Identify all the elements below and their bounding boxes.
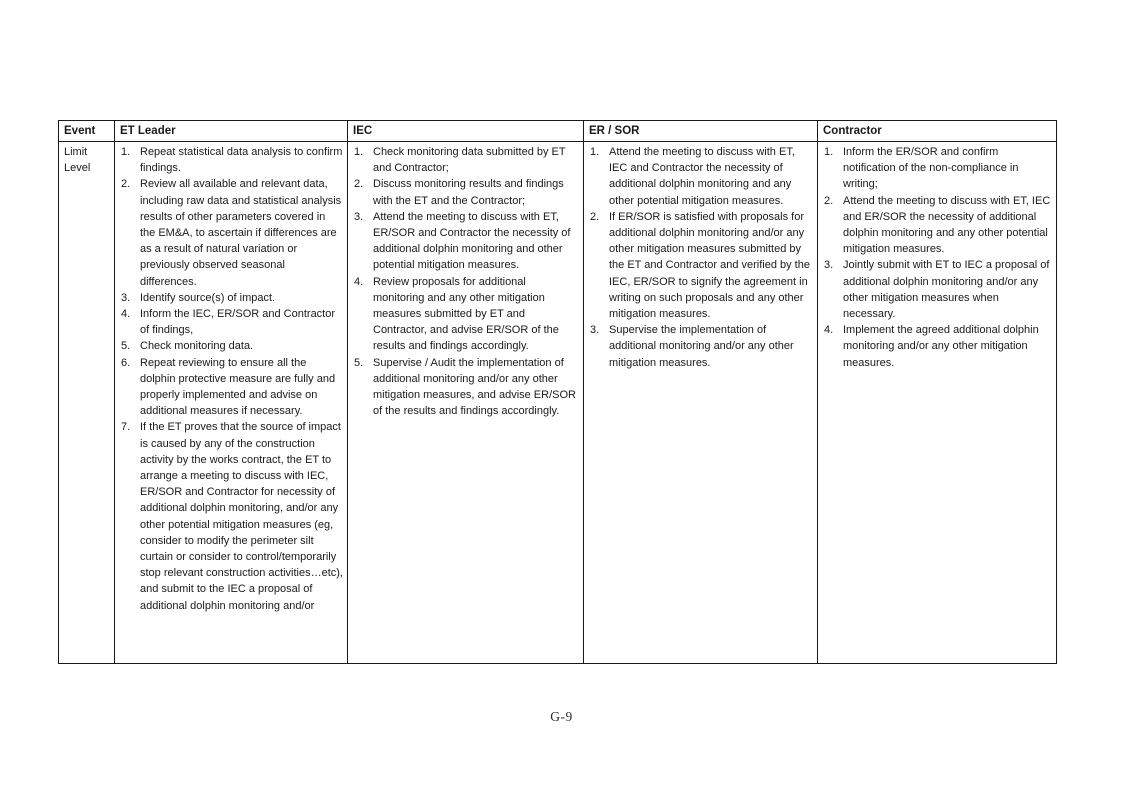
header-cell-event: Event (59, 121, 115, 142)
list-item-text: Review proposals for additional monitoring and any other mitigation measures submitted by ET and Contractor, and advise ER/SOR of the results and findings accordingly. (373, 275, 559, 353)
list-item-text: Inform the ER/SOR and confirm notification of the non-compliance in writing; (843, 146, 1019, 191)
list-item (120, 355, 343, 420)
list-item-number: 4. (824, 324, 834, 337)
list-item-number: 2. (590, 210, 600, 223)
list-item-text: Review all available and relevant data, including raw data and statistical analysis results of other parameters covered in the EM&A, to ascertain if differences are as a result of natural variation or previously observed seasonal differences. (140, 178, 342, 288)
list-item (353, 274, 579, 355)
event-label: Limit Level (64, 146, 91, 175)
page-number: G-9 (550, 709, 573, 724)
list-item-text: Repeat statistical data analysis to confirm findings. (140, 146, 343, 175)
list-item-text: Attend the meeting to discuss with ET, IEC and ER/SOR the necessity of additional dolphin monitoring and any other potential mitigation measures. (843, 194, 1051, 256)
list-item-text: Inform the IEC, ER/SOR and Contractor of findings, (140, 308, 336, 337)
list-item-text: Identify source(s) of impact. (140, 291, 276, 304)
list-item-number: 3. (354, 210, 364, 223)
cell-contractor (818, 142, 1056, 663)
list-item (353, 209, 579, 274)
list-item (589, 322, 813, 371)
list-item-number: 2. (121, 178, 131, 191)
cell-er-sor (584, 142, 818, 663)
list-item-text: Repeat reviewing to ensure all the dolphin protective measure are fully and properly implemented and advise on additional measures if necessary. (140, 356, 336, 418)
list-item-number: 6. (121, 356, 131, 369)
header-cell-contractor: Contractor (818, 121, 1056, 142)
list-item (120, 176, 343, 289)
list-item (120, 290, 343, 306)
list-item-number: 7. (121, 421, 131, 434)
list-item-text: Discuss monitoring results and findings with the ET and the Contractor; (373, 178, 564, 207)
list-item-text: Supervise / Audit the implementation of additional monitoring and/or any other mitigation measures, and advise ER/SOR of the results and findings accordingly. (373, 356, 576, 418)
responsibility-table (58, 120, 1057, 664)
list-item-text: If the ET proves that the source of impact is caused by any of the construction activity by the works contract, the ET to arrange a meeting to discuss with IEC, ER/SOR and Contractor for necessity of additional dolphin monitoring, and/or any other potential mitigation measures (eg, consider to modify the perimeter silt curtain or consider to control/temporarily stop relevant construction activities…etc), and submit to the IEC a proposal of additional dolphin monitoring and/or (140, 421, 343, 612)
cell-et-leader (115, 142, 348, 663)
list-item-number: 1. (824, 146, 834, 158)
list-item-number: 1. (354, 146, 364, 158)
list-item (589, 209, 813, 322)
list-item-number: 4. (354, 275, 364, 288)
list-item (589, 144, 813, 209)
list-item (353, 355, 579, 420)
list-item (120, 306, 343, 338)
list-item (120, 419, 343, 613)
list-item-text: Supervise the implementation of additional monitoring and/or any other mitigation measures. (609, 324, 794, 369)
list-item (823, 257, 1052, 322)
header-cell-et-leader: ET Leader (115, 121, 348, 142)
list-item-number: 2. (354, 178, 364, 191)
list-item-text: Jointly submit with ET to IEC a proposal of additional dolphin monitoring and/or any other mitigation measures when necessary. (843, 259, 1050, 321)
list-item-number: 4. (121, 308, 131, 321)
list-item (353, 144, 579, 176)
cell-event (59, 142, 115, 663)
list-item-number: 5. (121, 340, 131, 353)
list-item-number: 3. (824, 259, 834, 272)
list-item-number: 3. (121, 291, 131, 304)
list-item-number: 3. (590, 324, 600, 337)
list-item-text: Attend the meeting to discuss with ET, ER/SOR and Contractor the necessity of additional dolphin monitoring and other potential mitigation measures. (373, 210, 571, 272)
list-item (823, 193, 1052, 258)
list-item-text: Attend the meeting to discuss with ET, IEC and Contractor the necessity of additional dolphin monitoring and any other potential mitigation measures. (609, 146, 795, 207)
header-cell-er-sor: ER / SOR (584, 121, 818, 142)
list-item (823, 322, 1052, 371)
list-item (120, 338, 343, 354)
list-item-number: 5. (354, 356, 364, 369)
header-cell-iec: IEC (348, 121, 584, 142)
list-item-text: Check monitoring data. (140, 340, 254, 353)
list-item-number: 1. (590, 146, 600, 158)
list-item-text: If ER/SOR is satisfied with proposals for additional dolphin monitoring and/or any other mitigation measures submitted by the ET and Contractor and verified by the IEC, ER/SOR to signify the agreement in writing on such proposals and any other mitigation measures. (609, 210, 810, 321)
list-item-text: Implement the agreed additional dolphin monitoring and/or any other mitigation measures. (843, 324, 1039, 369)
list-item-number: 2. (824, 194, 834, 207)
list-item (120, 144, 343, 176)
list-item (823, 144, 1052, 193)
cell-iec (348, 142, 584, 663)
list-item (353, 176, 579, 208)
list-item-number: 1. (121, 146, 131, 158)
list-item-text: Check monitoring data submitted by ET and Contractor; (373, 146, 566, 175)
